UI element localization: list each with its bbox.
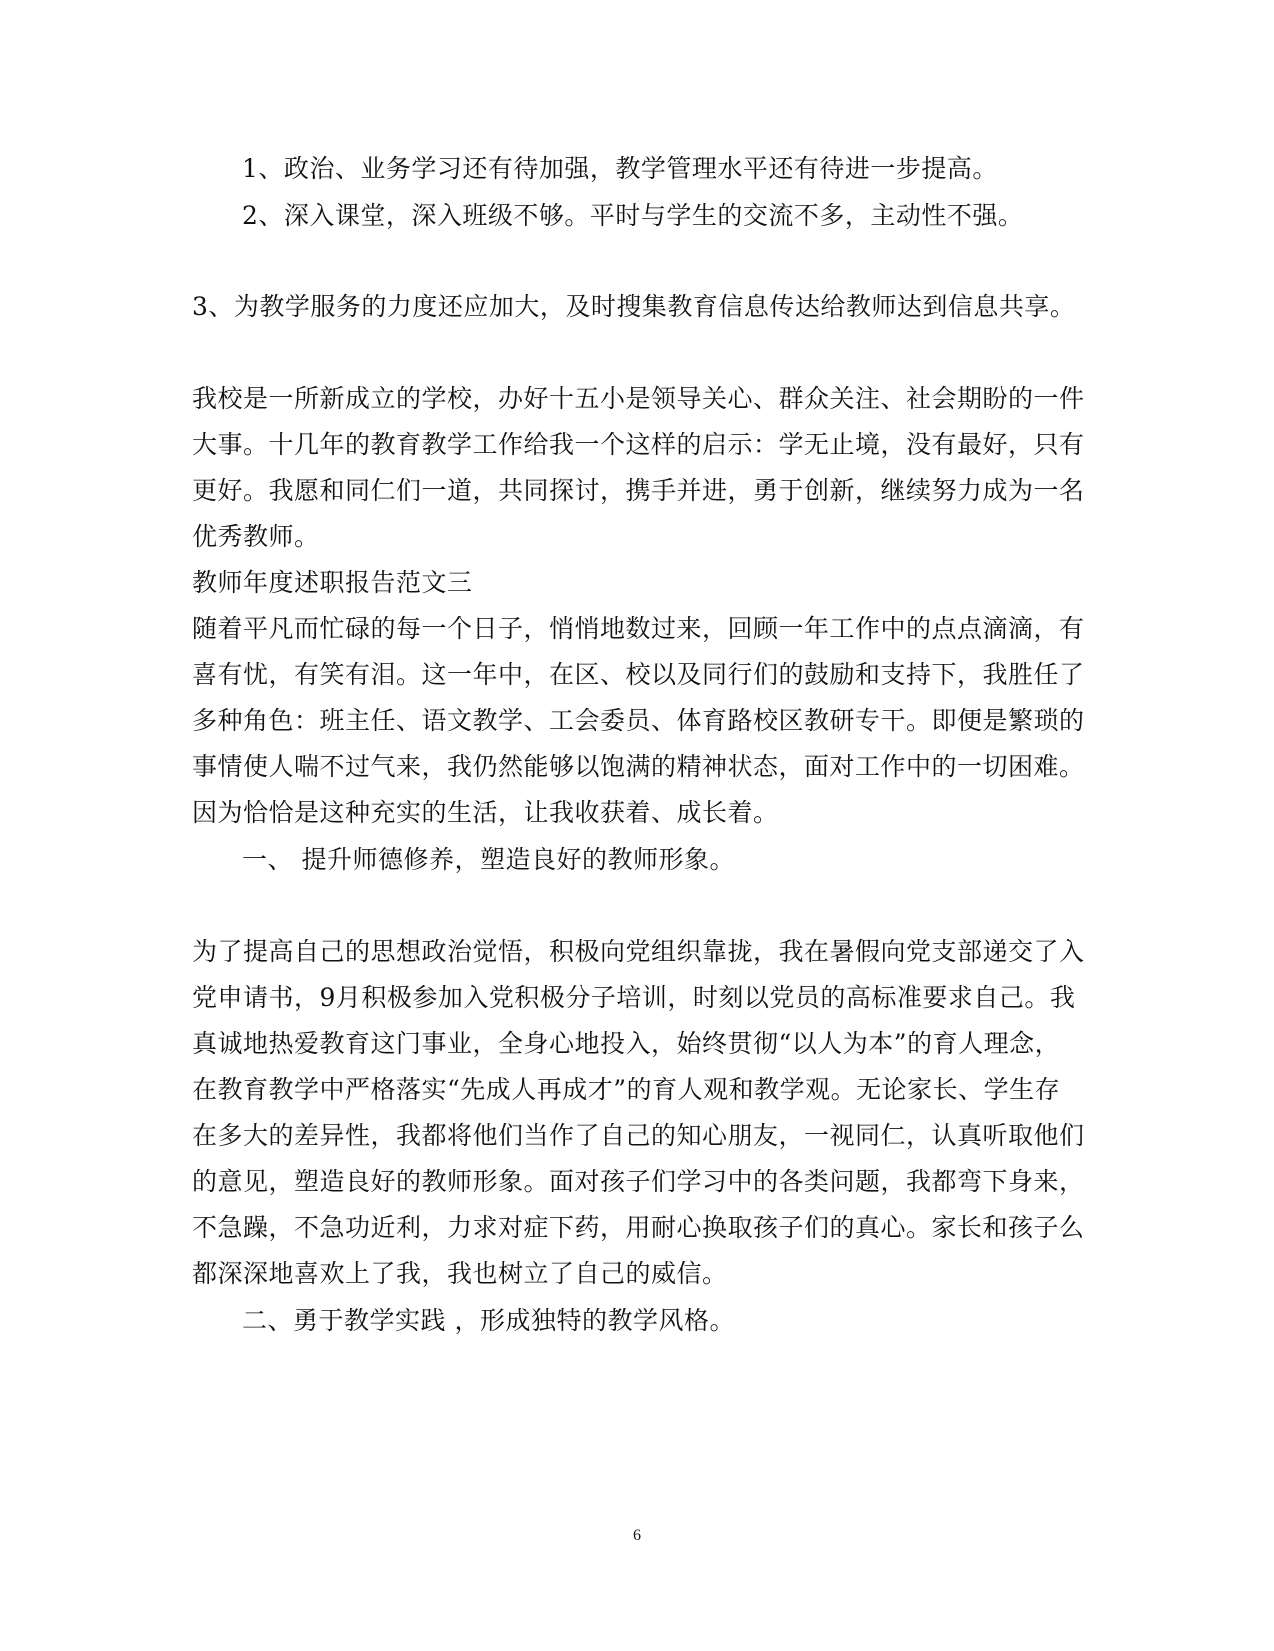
paragraph-line: 因为恰恰是这种充实的生活，让我收获着、成长着。 [192,798,779,827]
paragraph-line: 更好。我愿和同仁们一道，共同探讨，携手并进，勇于创新，继续努力成为一名 [192,476,1085,505]
paragraph-line: 多种角色：班主任、语文教学、工会委员、体育路校区教研专干。即便是繁琐的 [192,706,1085,735]
paragraph-line: 都深深地喜欢上了我，我也树立了自己的威信。 [192,1259,728,1288]
list-item-1: 1、政治、业务学习还有待加强，教学管理水平还有待进一步提高。 [242,154,998,183]
paragraph-line: 真诚地热爱教育这门事业，全身心地投入，始终贯彻“以人为本”的育人理念， [192,1029,1061,1058]
subheading-1: 一、 提升师德修养，塑造良好的教师形象。 [242,845,735,874]
paragraph-line: 在多大的差异性，我都将他们当作了自己的知心朋友，一视同仁，认真听取他们 [192,1121,1085,1150]
subheading-2: 二、勇于教学实践 ，形成独特的教学风格。 [242,1306,735,1335]
paragraph-line: 在教育教学中严格落实“先成人再成才”的育人观和教学观。无论家长、学生存 [192,1075,1061,1104]
page-number: 6 [633,1527,641,1544]
paragraph-line: 的意见，塑造良好的教师形象。面对孩子们学习中的各类问题，我都弯下身来， [192,1167,1085,1196]
paragraph-line: 大事。十几年的教育教学工作给我一个这样的启示：学无止境，没有最好，只有 [192,430,1085,459]
paragraph-line: 党申请书，9月积极参加入党积极分子培训，时刻以党员的高标准要求自己。我 [192,983,1076,1012]
list-item-2: 2、深入课堂，深入班级不够。平时与学生的交流不多，主动性不强。 [242,201,1024,230]
paragraph-line: 我校是一所新成立的学校，办好十五小是领导关心、群众关注、社会期盼的一件 [192,384,1085,413]
paragraph-line: 喜有忧，有笑有泪。这一年中，在区、校以及同行们的鼓励和支持下，我胜任了 [192,660,1085,689]
section-heading: 教师年度述职报告范文三 [192,568,473,597]
paragraph-line: 为了提高自己的思想政治觉悟，积极向党组织靠拢，我在暑假向党支部递交了入 [192,937,1085,966]
paragraph-line: 不急躁，不急功近利，力求对症下药，用耐心换取孩子们的真心。家长和孩子么 [192,1213,1085,1242]
paragraph-line: 优秀教师。 [192,522,320,551]
paragraph-line: 事情使人喘不过气来，我仍然能够以饱满的精神状态，面对工作中的一切困难。 [192,752,1085,781]
paragraph-line: 随着平凡而忙碌的每一个日子，悄悄地数过来，回顾一年工作中的点点滴滴，有 [192,614,1085,643]
list-item-3: 3、为教学服务的力度还应加大，及时搜集教育信息传达给教师达到信息共享。 [192,292,1076,321]
